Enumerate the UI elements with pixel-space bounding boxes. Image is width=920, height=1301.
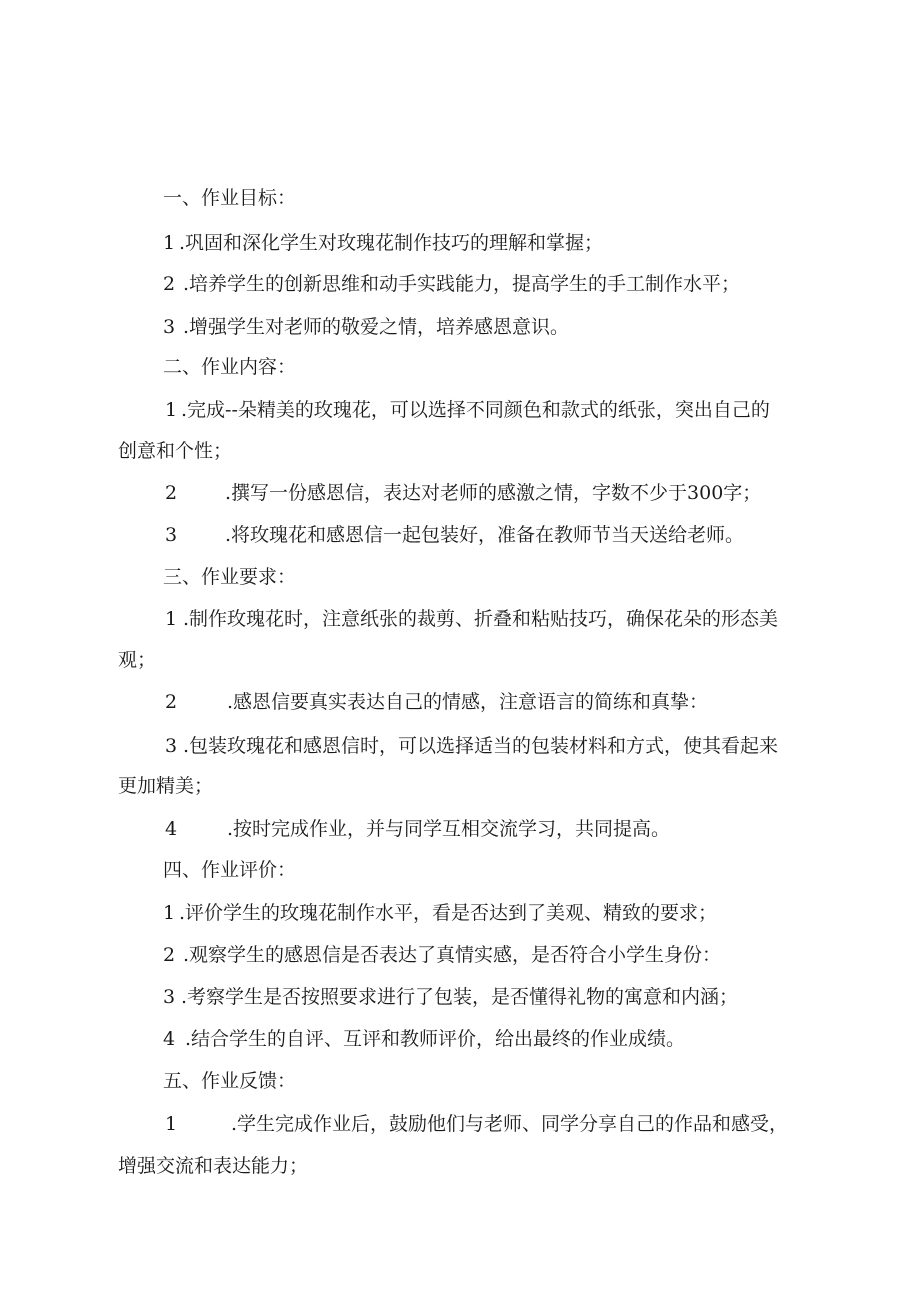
item-number: 1 [165,1113,178,1135]
item-number: 3 [163,986,176,1008]
item-number: 2 [163,944,176,966]
item-text: .撰写一份感恩信，表达对老师的感激之情，字数不少于300字； [225,482,762,504]
item-number: 2 [163,273,176,295]
item-number: 3 [163,316,176,338]
section-heading-feedback: 五、作业反馈： [163,1070,297,1092]
item-number: 2 [165,482,178,504]
list-item [165,690,875,714]
item-number: 4 [163,1028,176,1050]
section-heading-goals: 一、作业目标： [163,187,297,209]
list-item [165,817,875,841]
list-item-continuation: 更加精美； [118,775,214,797]
item-number: 1 [165,399,178,421]
item-number: 3 [165,735,178,757]
item-number: 4 [165,818,178,840]
item-text: .学生完成作业后，鼓励他们与老师、同学分享自己的作品和感受， [231,1113,789,1135]
item-text: .评价学生的玫瑰花制作水平，看是否达到了美观、精致的要求； [179,902,718,924]
list-item [163,272,873,296]
item-text: .观察学生的感恩信是否表达了真情实感，是否符合小学生身份： [183,944,722,966]
list-item [163,943,873,967]
list-item [165,607,875,631]
list-item [165,523,875,547]
list-item [163,315,873,339]
section-heading-evaluation: 四、作业评价： [163,859,297,881]
list-item-continuation: 增强交流和表达能力； [118,1155,309,1177]
item-number: 1 [163,232,176,254]
item-text: .制作玫瑰花时，注意纸张的裁剪、折叠和粘贴技巧，确保花朵的形态美 [183,608,779,630]
list-item-continuation: 创意和个性； [118,440,233,462]
list-item [163,1027,873,1051]
list-item-continuation: 观； [118,649,157,671]
list-item [165,734,875,758]
item-text: .考察学生是否按照要求进行了包装，是否懂得礼物的寓意和内涵； [181,986,739,1008]
item-number: 1 [163,902,176,924]
list-item [163,901,873,925]
item-text: .包装玫瑰花和感恩信时，可以选择适当的包装材料和方式，使其看起来 [183,735,779,757]
item-number: 1 [165,608,178,630]
item-text: .按时完成作业，并与同学互相交流学习，共同提高。 [227,818,671,840]
item-text: .培养学生的创新思维和动手实践能力，提高学生的手工制作水平； [183,273,741,295]
list-item [165,398,875,422]
list-item [165,481,875,505]
item-text: .结合学生的自评、互评和教师评价，给出最终的作业成绩。 [185,1028,686,1050]
item-text: .感恩信要真实表达自己的情感，注意语言的简练和真挚： [227,691,709,713]
section-heading-content: 二、作业内容： [163,356,297,378]
list-item [163,231,873,255]
item-number: 3 [165,524,178,546]
item-number: 2 [165,691,178,713]
item-text: .完成--朵精美的玫瑰花，可以选择不同颜色和款式的纸张，突出自己的 [181,399,770,421]
list-item [165,1112,875,1136]
item-text: .巩固和深化学生对玫瑰花制作技巧的理解和掌握； [179,232,604,254]
list-item [163,985,873,1009]
item-text: .增强学生对老师的敬爱之情，培养感恩意识。 [183,316,570,338]
item-text: .将玫瑰花和感恩信一起包装好，准备在教师节当天送给老师。 [225,524,745,546]
section-heading-requirements: 三、作业要求： [163,566,297,588]
